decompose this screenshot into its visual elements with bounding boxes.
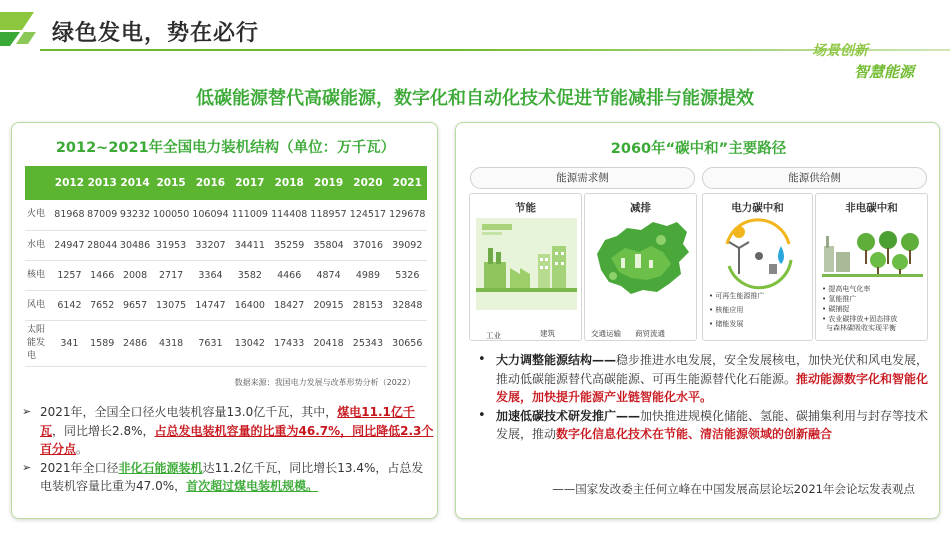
table-cell: 13042	[230, 320, 269, 366]
table-cell: 2717	[151, 260, 190, 290]
carbon-neutral-panel	[455, 122, 940, 519]
table-cell: 35804	[309, 230, 348, 260]
table-row	[25, 200, 427, 230]
table-cell: 3364	[191, 260, 230, 290]
year-header: 2017	[230, 166, 269, 200]
list-item: • 氢能推广	[822, 295, 857, 303]
table-cell: 37016	[348, 230, 387, 260]
china-map-illustration	[591, 218, 692, 300]
table-cell: 124517	[348, 200, 387, 230]
table-cell: 30656	[388, 320, 427, 366]
slide-subtitle: 低碳能源替代高碳能源，数字化和自动化技术促进节能减排与能源提效	[196, 88, 754, 109]
table-cell: 118957	[309, 200, 348, 230]
bullet-text: 。	[76, 442, 89, 456]
table-cell: 106094	[191, 200, 230, 230]
list-item: • 可再生能源推广	[709, 292, 765, 300]
table-cell: 18427	[270, 290, 309, 320]
card-label-building: 建筑	[540, 329, 555, 338]
table-cell: 16400	[230, 290, 269, 320]
bullet-highlight: 首次超过煤电装机规模。	[186, 479, 319, 493]
year-header: 2021	[388, 166, 427, 200]
table-cell: 341	[53, 320, 86, 366]
card-title: 电力碳中和	[731, 202, 784, 214]
table-cell: 2486	[119, 320, 152, 366]
table-cell: 20915	[309, 290, 348, 320]
list-item: • 提高电气化率	[822, 285, 871, 293]
list-item: 与森林碳吸收实现平衡	[826, 324, 896, 332]
table-cell: 87009	[86, 200, 119, 230]
table-cell: 6142	[53, 290, 86, 320]
year-header: 2016	[191, 166, 230, 200]
table-cell: 7652	[86, 290, 119, 320]
industry-building-illustration	[476, 218, 577, 310]
table-cell: 7631	[191, 320, 230, 366]
capacity-bullets	[22, 403, 434, 496]
bullet-text: 稳步推进水电发展，安全发展核电，加快光伏和风电发展，推动低碳能源替代高碳能源、可再生能源替代化石能源。	[496, 353, 929, 386]
table-cell: 3582	[230, 260, 269, 290]
bullet-heading: 大力调整能源结构——	[496, 353, 617, 367]
bullet-text: 加快推进规模化储能、氢能、碳捕集利用与封存等技术发展，推动	[496, 408, 929, 441]
card-title: 节能	[515, 202, 536, 214]
table-cell: 114408	[270, 200, 309, 230]
bullet-text: 达11.2亿千瓦，同比增长13.4%，占总发电装机容量比重为47.0%，	[40, 460, 424, 493]
bullet-heading: 加速低碳技术研发推广——	[496, 408, 641, 423]
row-label: 核电	[25, 260, 53, 290]
emission-reduction-card	[584, 193, 697, 341]
table-cell: 32848	[388, 290, 427, 320]
capacity-table-title: 2012~2021年全国电力装机结构（单位：万千瓦）	[55, 140, 396, 156]
card-label-transport: 交通运输	[591, 329, 621, 338]
list-item: • 农业碳排放+固态排放	[822, 315, 898, 323]
table-row	[25, 260, 427, 290]
card-label-commerce: 商贸流通	[635, 329, 665, 338]
table-cell: 34411	[230, 230, 269, 260]
table-cell: 5326	[388, 260, 427, 290]
table-cell: 35259	[270, 230, 309, 260]
table-cell: 30486	[119, 230, 152, 260]
table-cell: 129678	[388, 200, 427, 230]
year-header: 2018	[270, 166, 309, 200]
supply-side-label: 能源供给侧	[702, 167, 927, 189]
forest-factory-illustration	[822, 218, 923, 286]
table-cell: 2008	[119, 260, 152, 290]
card-title: 非电碳中和	[845, 202, 898, 214]
row-label: 水电	[25, 230, 53, 260]
data-source-note: 数据来源：我国电力发展与改革形势分析（2022）	[234, 378, 415, 387]
table-cell: 4318	[151, 320, 190, 366]
policy-bullets	[466, 351, 936, 444]
table-cell: 31953	[151, 230, 190, 260]
quote-attribution: ——国家发改委主任何立峰在中国发展高层论坛2021年会论坛发表观点	[552, 482, 915, 496]
year-header: 2019	[309, 166, 348, 200]
row-label: 风电	[25, 290, 53, 320]
table-cell: 28044	[86, 230, 119, 260]
header-tag-innovation: 场景创新	[812, 43, 868, 59]
table-cell: 17433	[270, 320, 309, 366]
table-cell: 9657	[119, 290, 152, 320]
table-header-row	[25, 166, 427, 200]
table-cell: 1257	[53, 260, 86, 290]
table-cell: 14747	[191, 290, 230, 320]
brand-logo	[0, 8, 40, 48]
bullet-item	[466, 351, 936, 407]
card-label-industry: 工业	[486, 331, 501, 340]
bullet-highlight: 非化石能源装机	[118, 460, 203, 475]
year-header: 2013	[86, 166, 119, 200]
list-item: • 碳捕捉	[822, 305, 850, 313]
non-power-carbon-neutral-card	[815, 193, 928, 341]
table-cell: 1466	[86, 260, 119, 290]
renewable-cycle-illustration	[709, 218, 808, 292]
arrow-bullet-icon: ➢	[22, 460, 32, 474]
bullet-text: ，同比增长2.8%，	[52, 423, 155, 438]
non-power-measures-list	[822, 285, 897, 333]
table-cell: 4989	[348, 260, 387, 290]
capacity-table	[25, 166, 427, 367]
table-corner-cell	[25, 166, 53, 200]
table-cell: 93232	[119, 200, 152, 230]
power-measures-list	[709, 292, 764, 329]
table-cell: 81968	[53, 200, 86, 230]
page-title: 绿色发电，势在必行	[52, 21, 260, 46]
year-header: 2015	[151, 166, 190, 200]
table-row	[25, 320, 427, 366]
table-cell: 25343	[348, 320, 387, 366]
bullet-text: 2021年，全国全口径火电装机容量13.0亿千瓦，其中，	[40, 405, 338, 419]
table-cell: 111009	[230, 200, 269, 230]
arrow-bullet-icon: ➢	[22, 405, 32, 418]
bullet-highlight: 占总发电装机容量的比重为46.7%，同比降低2.3个百分点	[40, 423, 434, 456]
power-carbon-neutral-card	[702, 193, 813, 341]
bullet-dot-icon: •	[478, 352, 486, 367]
year-header: 2014	[119, 166, 152, 200]
bullet-highlight: 推动能源数字化和智能化发展，加快提升能源产业链智能化水平。	[496, 371, 929, 404]
table-cell: 1589	[86, 320, 119, 366]
capacity-panel	[11, 122, 438, 519]
table-cell: 20418	[309, 320, 348, 366]
table-row	[25, 290, 427, 320]
list-item: • 储能发展	[709, 320, 744, 328]
table-cell: 28153	[348, 290, 387, 320]
table-cell: 4874	[309, 260, 348, 290]
list-item: • 核能应用	[709, 306, 744, 314]
bullet-dot-icon: •	[478, 407, 486, 423]
table-cell: 39092	[388, 230, 427, 260]
table-cell: 100050	[151, 200, 190, 230]
bullet-highlight: 煤电11.1亿千瓦	[40, 405, 415, 438]
bullet-item	[22, 459, 434, 496]
bullet-highlight: 数字化信息化技术在节能、清洁能源领域的创新融合	[556, 427, 833, 441]
table-cell: 13075	[151, 290, 190, 320]
table-cell: 24947	[53, 230, 86, 260]
row-label: 火电	[25, 200, 53, 230]
table-row	[25, 230, 427, 260]
year-header: 2020	[348, 166, 387, 200]
table-cell: 33207	[191, 230, 230, 260]
bullet-item	[466, 407, 936, 444]
demand-side-label: 能源需求侧	[470, 167, 695, 189]
energy-saving-card	[469, 193, 582, 341]
bullet-item	[22, 403, 434, 459]
header-tag-smart-energy: 智慧能源	[853, 63, 914, 81]
bullet-text: 2021年全口径	[40, 460, 119, 475]
card-title: 减排	[630, 202, 651, 214]
row-label: 太阳能发电	[25, 320, 53, 366]
table-cell: 4466	[270, 260, 309, 290]
year-header: 2012	[53, 166, 86, 200]
carbon-neutral-title: 2060年“碳中和”主要路径	[610, 141, 787, 157]
